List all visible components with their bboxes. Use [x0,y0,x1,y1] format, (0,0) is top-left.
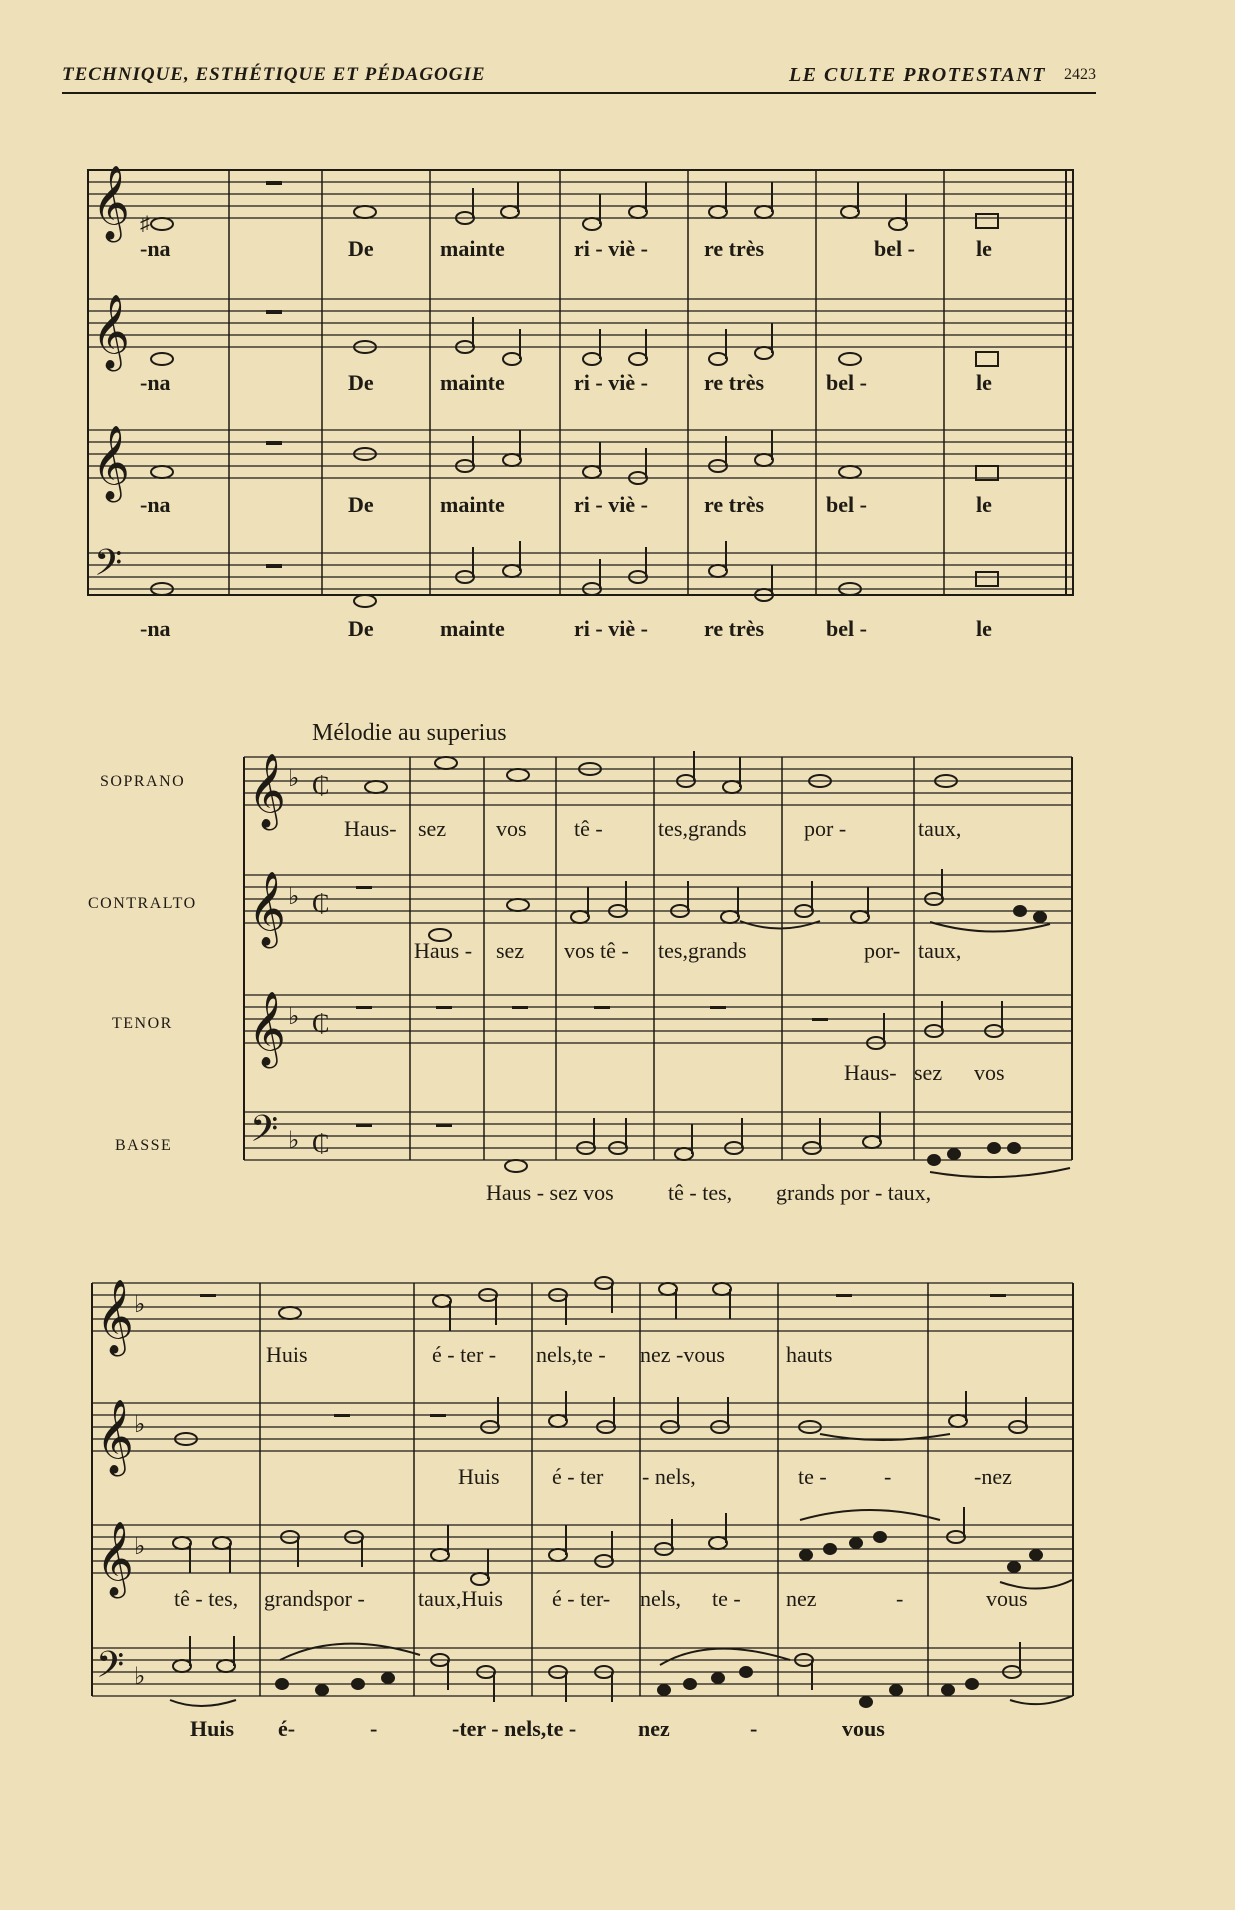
lyric: le [976,616,992,641]
flat-icon: ♭ [288,884,300,910]
lyric: mainte [440,370,505,395]
treble-clef-icon: 𝄞 [92,167,130,238]
system-2-lyrics [344,816,1005,1205]
lyric: mainte [440,492,505,517]
lyric: bel - [826,370,867,395]
treble-clef-icon: 𝄞 [248,993,286,1064]
lyric: re très [704,370,765,395]
lyric: Huis [458,1464,500,1489]
lyric: nels, [640,1586,681,1611]
lyric: nez [638,1716,670,1741]
voice-label: SOPRANO [100,773,186,790]
treble-clef-icon: 𝄞 [96,1523,134,1594]
lyric: mainte [440,616,505,641]
lyric: é- [278,1716,296,1741]
lyric: Haus - [414,938,473,963]
lyric: tê - tes, [174,1586,239,1611]
header-left-title: TECHNIQUE, ESTHÉTIQUE ET PÉDAGOGIE [62,64,486,85]
bass-clef-icon: 𝄢 [96,1645,125,1694]
lyric: vous [842,1716,885,1741]
lyric: sez [914,1060,943,1085]
system-2-voice-labels [88,773,197,1154]
system-1-lyrics [140,236,992,641]
system-3-lyrics [174,1342,1028,1741]
lyric: De [348,616,374,641]
lyric: Haus - sez vos [486,1180,614,1205]
flat-icon: ♭ [288,766,300,792]
melody-caption: Mélodie au superius [312,720,507,746]
lyric: é - ter [552,1464,604,1489]
lyric: vous [986,1586,1028,1611]
lyric: -na [140,370,171,395]
flat-icon: ♭ [134,1664,146,1690]
system-2-clefs [248,755,329,1158]
lyric: re très [704,616,765,641]
lyric: re très [704,236,765,261]
lyric: De [348,370,374,395]
lyric: te - [798,1464,827,1489]
lyric: ri - viè - [574,492,648,517]
flat-icon: ♭ [288,1004,300,1030]
cut-time-icon: ₵ [312,1009,330,1038]
lyric: Haus- [344,816,397,841]
lyric: tê - [574,816,603,841]
flat-icon: ♭ [134,1534,146,1560]
lyric: sez [496,938,525,963]
lyric: -ter - nels,te - [452,1716,577,1741]
lyric: por- [864,938,901,963]
lyric: re très [704,492,765,517]
lyric: nels,te - [536,1342,606,1367]
lyric: é - ter- [552,1586,611,1611]
lyric: nez -vous [640,1342,725,1367]
header-right-title: LE CULTE PROTESTANT [788,64,1046,86]
voice-label: TENOR [112,1015,173,1032]
lyric: ri - viè - [574,370,648,395]
treble-clef-icon: 𝄞 [248,873,286,944]
system-3-clefs [96,1281,145,1694]
lyric: ri - viè - [574,616,648,641]
lyric: -na [140,492,171,517]
lyric: Haus- [844,1060,897,1085]
bass-clef-icon: 𝄢 [94,543,123,592]
treble-clef-icon: 𝄞 [92,427,130,498]
treble-clef-icon: 𝄞 [96,1281,134,1352]
system-1-notes [140,181,998,607]
lyric: bel - [826,616,867,641]
system-2-notes [356,751,1070,1177]
treble-clef-icon: 𝄞 [92,296,130,367]
lyric: - [884,1464,892,1489]
lyric: De [348,236,374,261]
lyric: é - ter - [432,1342,497,1367]
lyric: - [370,1716,378,1741]
cut-time-icon: ₵ [312,889,330,918]
cut-time-icon: ₵ [312,771,330,800]
lyric: De [348,492,374,517]
lyric: -na [140,616,171,641]
lyric: le [976,370,992,395]
lyric: vos [496,816,527,841]
lyric: taux, [918,938,962,963]
lyric: ri - viè - [574,236,648,261]
lyric: sez [418,816,447,841]
lyric: taux,Huis [418,1586,503,1611]
lyric: le [976,492,992,517]
lyric: taux, [918,816,962,841]
lyric: te - [712,1586,741,1611]
lyric: nez [786,1586,817,1611]
lyric: tê - tes, [668,1180,733,1205]
lyric: bel - [874,236,915,261]
lyric: grandspor - [264,1586,365,1611]
lyric: hauts [786,1342,833,1367]
lyric: -na [140,236,171,261]
lyric: Huis [190,1716,235,1741]
lyric: - [896,1586,904,1611]
lyric: vos [974,1060,1005,1085]
system-1-clefs [92,167,130,592]
lyric: por - [804,816,847,841]
lyric: le [976,236,992,261]
lyric: - nels, [642,1464,696,1489]
lyric: mainte [440,236,505,261]
lyric: Huis [266,1342,308,1367]
flat-icon: ♭ [134,1292,146,1318]
lyric: grands por - taux, [776,1180,932,1205]
voice-label: CONTRALTO [88,895,197,912]
lyric: -nez [974,1464,1012,1489]
lyric: bel - [826,492,867,517]
voice-label: BASSE [115,1137,173,1154]
svg-text:♯: ♯ [140,213,150,235]
lyric: tes,grands [658,938,747,963]
flat-icon: ♭ [288,1128,300,1154]
lyric: - [750,1716,758,1741]
flat-icon: ♭ [134,1412,146,1438]
page-number: 2423 [1064,66,1096,83]
treble-clef-icon: 𝄞 [248,755,286,826]
bass-clef-icon: 𝄢 [250,1109,279,1158]
lyric: vos tê - [564,938,629,963]
treble-clef-icon: 𝄞 [96,1401,134,1472]
cut-time-icon: ₵ [312,1129,330,1158]
lyric: tes,grands [658,816,747,841]
